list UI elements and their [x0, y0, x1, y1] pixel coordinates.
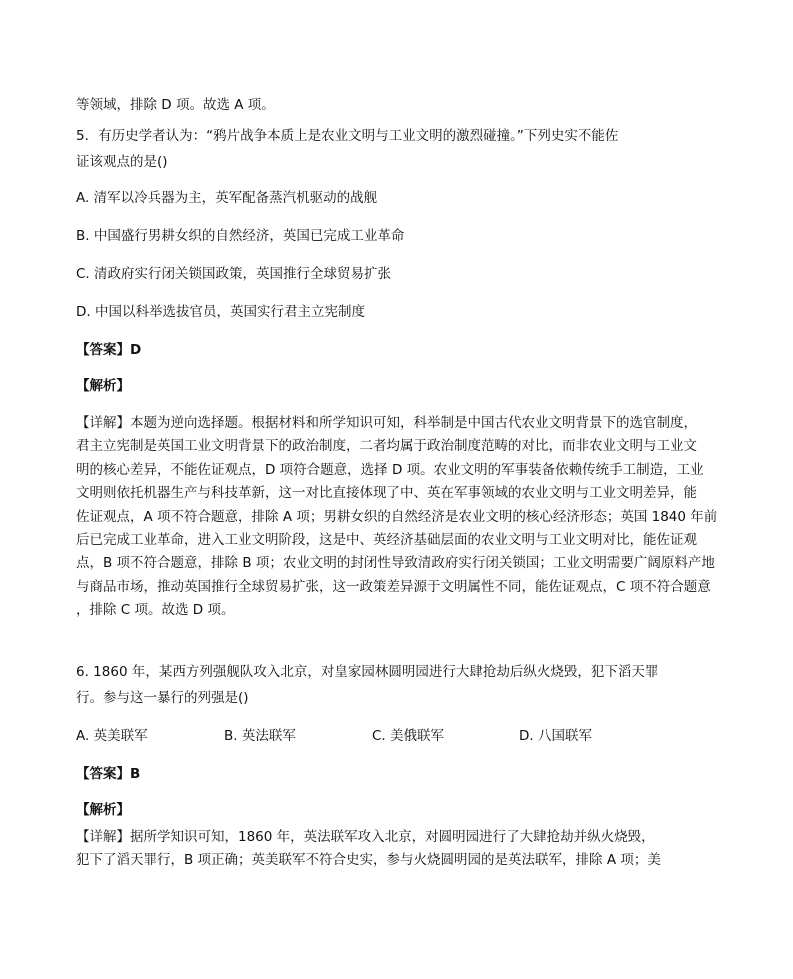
q5-detail-line: 与商品市场，推动英国推行全球贸易扩张，这一政策差异源于文明属性不同，能佐证观点，C 项不符合题意 [76, 578, 711, 595]
q5-detail-line: 点，B 项不符合题意，排除 B 项；农业文明的封闭性导致清政府实行闭关锁国；工业文明需要广阔原料产地 [76, 555, 715, 572]
top-tail-line: 等领域，排除 D 项。故选 A 项。 [76, 97, 275, 113]
q5-detail [76, 412, 724, 623]
q5-option-a: A. 清军以冷兵器为主，英军配备蒸汽机驱动的战舰 [76, 190, 378, 206]
q6-detail [76, 826, 724, 873]
q5-stem-line-2: 证该观点的是() [76, 154, 168, 170]
q5-detail-line: 文明则依托机器生产与科技革新，这一对比直接体现了中、英在军事领域的农业文明与工业文明差异，能 [76, 485, 697, 502]
q5-option-c: C. 清政府实行闭关锁国政策，英国推行全球贸易扩张 [76, 266, 392, 282]
q6-option-b: B. 英法联军 [224, 728, 296, 744]
q5-option-d: D. 中国以科举选拔官员，英国实行君主立宪制度 [76, 304, 365, 320]
q6-analysis-label: 【解析】 [76, 802, 130, 818]
q5-answer: 【答案】D [76, 342, 142, 358]
q6-answer: 【答案】B [76, 766, 141, 782]
q5-detail-line: 【详解】本题为逆向选择题。根据材料和所学知识可知，科举制是中国古代农业文明背景下的选官制度， [76, 415, 697, 431]
q5-detail-line: 君主立宪制是英国工业文明背景下的政治制度，二者均属于政治制度范畴的对比，而非农业文明与工业文 [76, 438, 697, 455]
q6-stem-line-2: 行。参与这一暴行的列强是() [76, 690, 249, 706]
q6-detail-line: 犯下了滔天罪行，B 项正确；英美联军不符合史实，参与火烧圆明园的是英法联军，排除 A 项；美 [76, 852, 661, 869]
q6-stem-line-1: 6. 1860 年，某西方列强舰队攻入北京，对皇家园林圆明园进行大肆抢劫后纵火烧毁，犯下滔天罪 [76, 664, 659, 680]
q5-detail-line: 后已完成工业革命，进入工业文明阶段，这是中、英经济基础层面的农业文明与工业文明对比，能佐证观 [76, 532, 697, 549]
q6-option-c: C. 美俄联军 [372, 728, 445, 744]
q6-option-a: A. 英美联军 [76, 728, 148, 744]
q5-detail-line: ，排除 C 项。故选 D 项。 [76, 602, 235, 619]
q5-stem-line-1: 5．有历史学者认为：“鸦片战争本质上是农业文明与工业文明的激烈碰撞。”下列史实不能佐 [76, 128, 619, 144]
q6-option-d: D. 八国联军 [519, 728, 592, 744]
q6-detail-line: 【详解】据所学知识可知，1860 年，英法联军攻入北京，对圆明园进行了大肆抢劫并纵火烧毁， [76, 829, 655, 845]
q6-options [76, 726, 676, 746]
q5-detail-line: 佐证观点，A 项不符合题意，排除 A 项；男耕女织的自然经济是农业文明的核心经济形态；英国 1840 年前 [76, 508, 718, 525]
q5-analysis-label: 【解析】 [76, 378, 130, 394]
q5-option-b: B. 中国盛行男耕女织的自然经济，英国已完成工业革命 [76, 228, 405, 244]
q5-detail-line: 明的核心差异，不能佐证观点，D 项符合题意，选择 D 项。农业文明的军事装备依赖传统手工制造，工业 [76, 461, 704, 478]
